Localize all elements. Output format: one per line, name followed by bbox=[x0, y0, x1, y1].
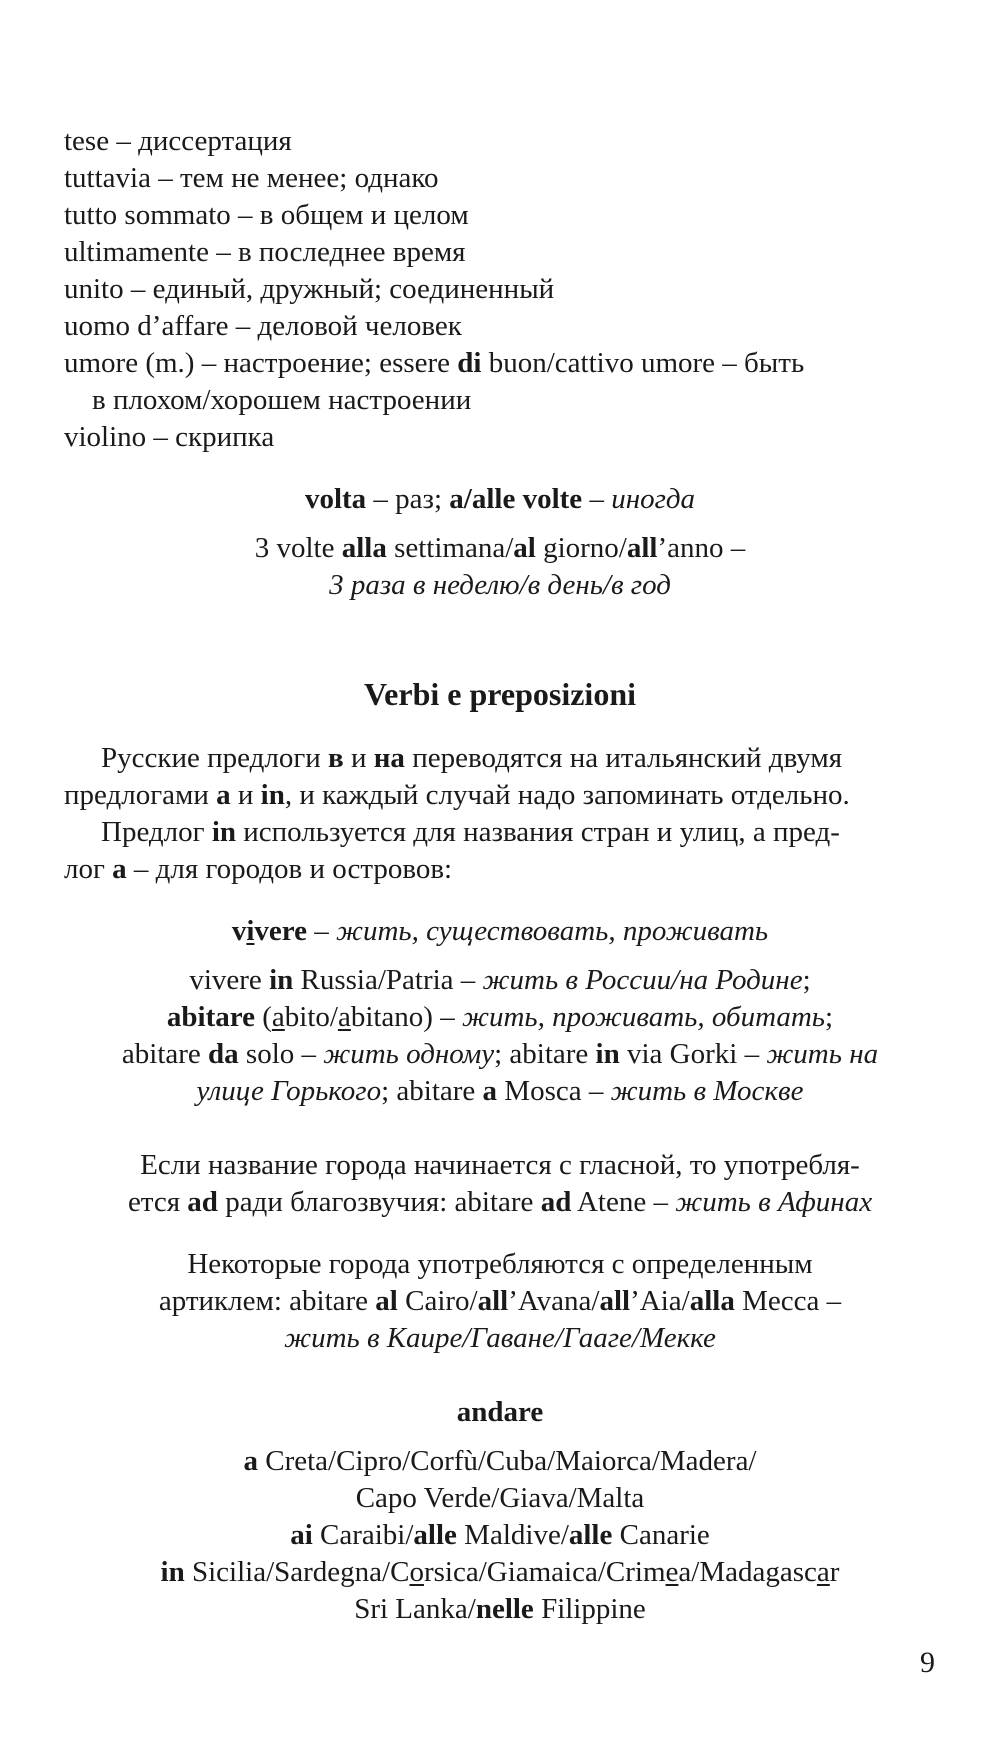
text-run: Canarie bbox=[612, 1519, 710, 1551]
text-run: r bbox=[829, 1556, 840, 1588]
note-line bbox=[0, 1283, 1000, 1319]
text-run: ; bbox=[825, 1001, 834, 1033]
note-line bbox=[0, 1147, 1000, 1183]
volta-example-translation: 3 раза в неделю/в день/в год bbox=[329, 569, 671, 601]
text-run: , и каждый случай надо запоминать отдельно. bbox=[284, 779, 850, 811]
text-run: лог bbox=[64, 853, 113, 885]
text-run: Sicilia/Sardegna/C bbox=[184, 1556, 410, 1588]
text-run: alla bbox=[689, 1285, 735, 1317]
text-run: ради благозвучия: abitare bbox=[217, 1186, 541, 1218]
text-run: Filippine bbox=[533, 1593, 646, 1625]
text-run: solo – bbox=[238, 1038, 324, 1070]
text-run: – для городов и островов: bbox=[126, 853, 453, 885]
text-run: giorno/ bbox=[535, 532, 627, 564]
text-run: Russia/Patria – bbox=[293, 964, 483, 996]
glossary-entry-ultimamente: ultimamente – в последнее время bbox=[64, 236, 466, 268]
text-run: ’Aia/ bbox=[630, 1285, 690, 1317]
example-line bbox=[0, 962, 1000, 998]
text-run: i bbox=[246, 915, 255, 947]
text-run: all bbox=[599, 1285, 631, 1317]
example-line bbox=[0, 1036, 1000, 1072]
destination-line bbox=[0, 1517, 1000, 1553]
page-number: 9 bbox=[920, 1646, 935, 1679]
text-run: ’anno – bbox=[657, 532, 746, 564]
text-run: rsica/Giamaica/Crim bbox=[423, 1556, 666, 1588]
note-line bbox=[0, 1184, 1000, 1220]
glossary-entry-tuttavia: tuttavia – тем не менее; однако bbox=[64, 162, 439, 194]
text-run: используется для названия стран и улиц, а пред- bbox=[236, 816, 840, 848]
note-line bbox=[0, 1246, 1000, 1282]
text-run: и bbox=[343, 742, 374, 774]
text-run: all bbox=[477, 1285, 509, 1317]
text-run: жить на bbox=[766, 1038, 879, 1070]
vivere-headword bbox=[0, 913, 1000, 949]
text-run: via Gorki – bbox=[619, 1038, 767, 1070]
text-run: 3 volte bbox=[254, 532, 342, 564]
text-run: nelle bbox=[475, 1593, 534, 1625]
section-heading: Verbi e preposizioni bbox=[363, 676, 636, 712]
text-run: Русские предлоги bbox=[101, 742, 329, 774]
example-line bbox=[0, 999, 1000, 1035]
text-run: жить, проживать, обитать bbox=[461, 1001, 826, 1033]
text-run: a bbox=[337, 1001, 351, 1033]
glossary-entry-violino: violino – скрипка bbox=[64, 421, 275, 453]
text-run: settimana/ bbox=[386, 532, 514, 564]
text-run: da bbox=[208, 1038, 239, 1070]
text-run: abitare bbox=[121, 1038, 209, 1070]
text-run: жить в Каире/Гаване/Гааге/Мекке bbox=[284, 1322, 716, 1354]
text-run: ( bbox=[254, 1001, 272, 1033]
text-run: in bbox=[595, 1038, 620, 1070]
text-run: o bbox=[409, 1556, 424, 1588]
text-run: Sri Lanka/ bbox=[354, 1593, 476, 1625]
andare-headword: andare bbox=[456, 1396, 544, 1428]
text-run: alle bbox=[413, 1519, 457, 1551]
note-line bbox=[0, 1320, 1000, 1356]
text-run: ’Avana/ bbox=[508, 1285, 600, 1317]
text-run: abitare bbox=[166, 1001, 255, 1033]
text-run: переводятся на итальянский двумя bbox=[404, 742, 843, 774]
glossary-entry-tese: tese – диссертация bbox=[64, 125, 292, 157]
text-run: ad bbox=[540, 1186, 572, 1218]
text-run: Capo Verde/Giava/Malta bbox=[355, 1482, 645, 1514]
text-run: all bbox=[626, 532, 658, 564]
text-run: ad bbox=[187, 1186, 218, 1218]
text-run: ; abitare bbox=[381, 1075, 483, 1107]
text-run: предлогами bbox=[64, 779, 217, 811]
text-run: – жить, существовать, проживать bbox=[307, 915, 769, 947]
paragraph-1-line-1 bbox=[101, 740, 842, 776]
glossary-entry-umore-continuation: в плохом/хорошем настроении bbox=[92, 384, 472, 416]
text-run: Atene – bbox=[571, 1186, 676, 1218]
destination-line bbox=[0, 1591, 1000, 1627]
text-run: Если название города начинается с гласной, то употребля- bbox=[140, 1149, 860, 1181]
text-run: in bbox=[269, 964, 294, 996]
glossary-entry-umore: umore (m.) – настроение; essere di buon/cattivo umore – быть bbox=[64, 347, 805, 379]
text-run: ; abitare bbox=[494, 1038, 596, 1070]
text-run: Caraibi/ bbox=[312, 1519, 414, 1551]
volta-line: volta – раз; a/alle volte – иногда bbox=[304, 483, 696, 515]
text-run: vivere bbox=[189, 964, 270, 996]
text-run: alle bbox=[568, 1519, 613, 1551]
text-run: al bbox=[375, 1285, 398, 1317]
destination-line bbox=[0, 1443, 1000, 1479]
text-run: in bbox=[160, 1556, 185, 1588]
text-run: a bbox=[482, 1075, 498, 1107]
text-run: ai bbox=[290, 1519, 313, 1551]
text-run: vere bbox=[254, 915, 308, 947]
text-run: alla bbox=[341, 532, 387, 564]
text-run: Mosca – bbox=[497, 1075, 611, 1107]
destination-line bbox=[0, 1554, 1000, 1590]
text-run: a bbox=[816, 1556, 830, 1588]
text-run: жить в России/на Родине bbox=[482, 964, 803, 996]
text-run: жить одному bbox=[323, 1038, 495, 1070]
paragraph-2-line-1 bbox=[101, 814, 840, 850]
text-run: in bbox=[211, 816, 236, 848]
text-run: a bbox=[243, 1445, 258, 1477]
text-run: Mecca – bbox=[734, 1285, 842, 1317]
text-run: Maldive/ bbox=[456, 1519, 569, 1551]
text-run: в bbox=[328, 742, 344, 774]
text-run: ; bbox=[802, 964, 811, 996]
text-run: ется bbox=[127, 1186, 188, 1218]
glossary-entry-tutto-sommato: tutto sommato – в общем и целом bbox=[64, 199, 469, 231]
text-run: а bbox=[112, 853, 127, 885]
text-run: v bbox=[231, 915, 247, 947]
text-run: Creta/Cipro/Corfù/Cuba/Maiorca/Madera/ bbox=[258, 1445, 757, 1477]
volta-example-line bbox=[0, 530, 1000, 566]
paragraph-1-line-2 bbox=[64, 777, 850, 813]
text-run: жить в Москве bbox=[610, 1075, 804, 1107]
text-run: in bbox=[260, 779, 285, 811]
example-line bbox=[0, 1073, 1000, 1109]
glossary-entry-unito: unito – единый, дружный; соединенный bbox=[64, 273, 555, 305]
text-run: Некоторые города употребляются с определенным bbox=[187, 1248, 813, 1280]
text-run: e bbox=[665, 1556, 679, 1588]
text-run: bitano) – bbox=[350, 1001, 462, 1033]
text-run: al bbox=[513, 532, 536, 564]
text-run: bito/ bbox=[284, 1001, 338, 1033]
text-run: жить в Афинах bbox=[675, 1186, 873, 1218]
text-run: a/Madagasc bbox=[678, 1556, 817, 1588]
text-run: Предлог bbox=[101, 816, 212, 848]
text-run: артиклем: abitare bbox=[158, 1285, 376, 1317]
text-run: Cairo/ bbox=[397, 1285, 478, 1317]
text-run: и bbox=[230, 779, 261, 811]
text-run: на bbox=[373, 742, 405, 774]
text-run: улице Горького bbox=[196, 1075, 382, 1107]
destination-line bbox=[0, 1480, 1000, 1516]
text-run: a bbox=[216, 779, 231, 811]
glossary-entry-uomo-daffare: uomo d’affare – деловой человек bbox=[64, 310, 462, 342]
text-run: a bbox=[271, 1001, 285, 1033]
paragraph-2-line-2 bbox=[64, 851, 452, 887]
